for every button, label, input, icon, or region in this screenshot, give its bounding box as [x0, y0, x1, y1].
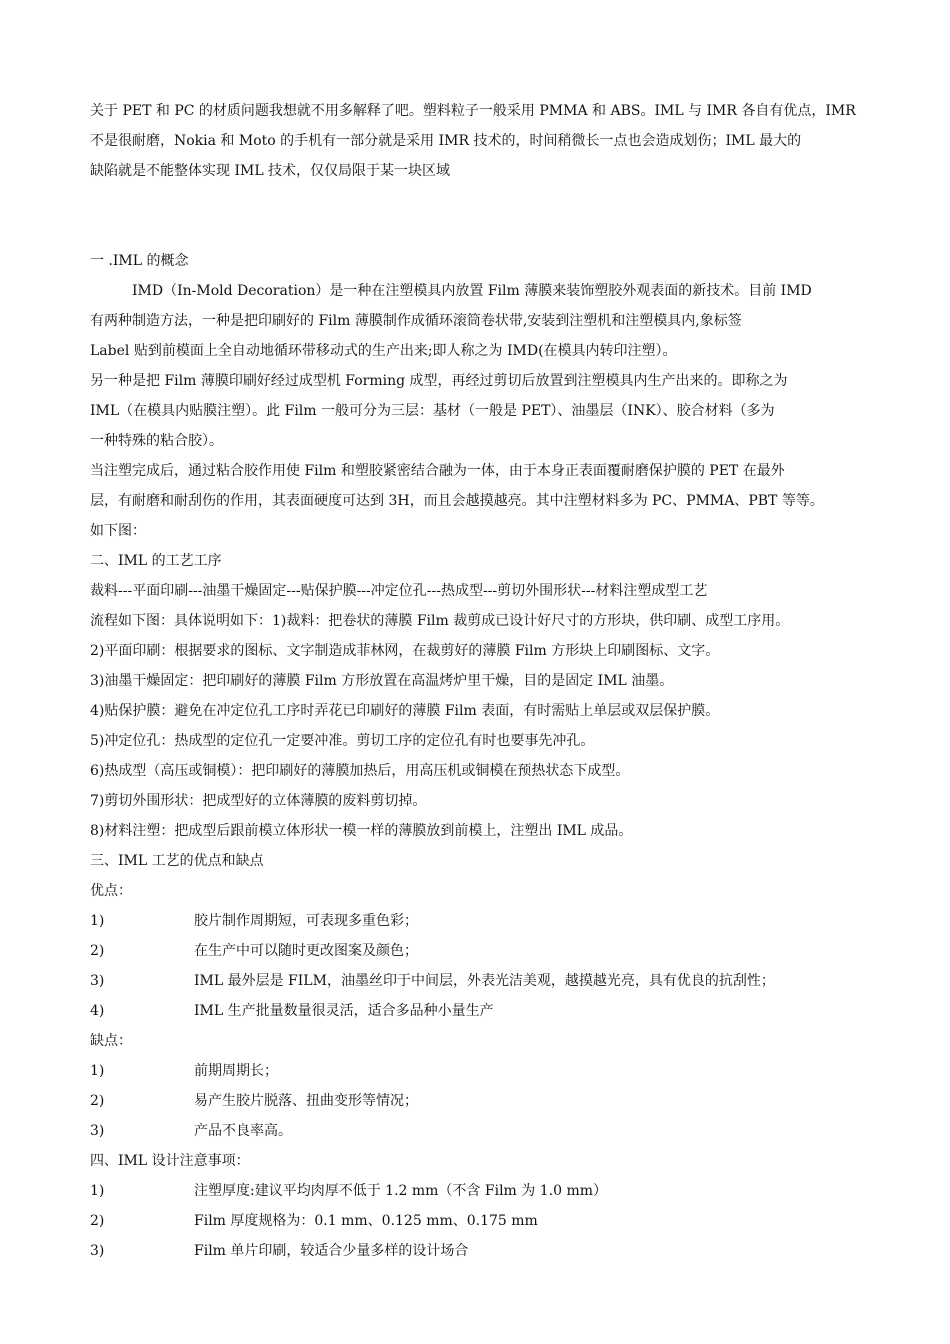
section-iml-process: [90, 546, 860, 846]
list-text: 胶片制作周期短，可表现多重色彩；: [194, 913, 418, 929]
list-text: Film 单片印刷，较适合少量多样的设计场合: [194, 1243, 469, 1259]
section-design-notes: [90, 1146, 860, 1266]
section-heading: 二、IML 的工艺工序: [90, 553, 222, 569]
section-pros-cons: [90, 846, 860, 1146]
list-item: [90, 996, 860, 1026]
paragraph-line: 如下图：: [90, 523, 146, 539]
list-text: 易产生胶片脱落、扭曲变形等情况；: [194, 1093, 418, 1109]
list-item: [90, 1176, 860, 1206]
list-number: 3): [90, 1123, 105, 1139]
list-number: 4): [90, 1003, 105, 1019]
list-text: 在生产中可以随时更改图案及颜色；: [194, 943, 418, 959]
list-item: [90, 1116, 860, 1146]
list-number: 3): [90, 1243, 105, 1259]
intro-paragraph: [90, 96, 860, 186]
pros-label: 优点：: [90, 883, 132, 899]
list-text: 前期周期长；: [194, 1063, 278, 1079]
process-step: 5)冲定位孔：热成型的定位孔一定要冲准。剪切工序的定位孔有时也要事先冲孔。: [90, 733, 595, 749]
paragraph-line: 有两种制造方法，一种是把印刷好的 Film 薄膜制作成循环滚筒卷状带,安装到注塑机和注塑模具内,象标签: [90, 313, 742, 329]
list-item: [90, 1056, 860, 1086]
intro-line: 缺陷就是不能整体实现 IML 技术，仅仅局限于某一块区域: [90, 163, 451, 179]
paragraph-line: 一种特殊的粘合胶）。: [90, 433, 223, 449]
list-text: IML 最外层是 FILM，油墨丝印于中间层，外表光洁美观，越摸越光亮，具有优良的抗刮性；: [194, 973, 775, 989]
list-item: [90, 906, 860, 936]
process-step: 2)平面印刷：根据要求的图标、文字制造成菲林网，在裁剪好的薄膜 Film 方形块上印刷图标、文字。: [90, 643, 720, 659]
list-number: 2): [90, 1093, 105, 1109]
cons-label: 缺点：: [90, 1033, 132, 1049]
list-text: 注塑厚度:建议平均肉厚不低于 1.2 mm（不含 Film 为 1.0 mm）: [194, 1183, 607, 1199]
paragraph-line: Label 贴到前模面上全自动地循环带移动式的生产出来;即人称之为 IMD(在模具内转印注塑）。: [90, 343, 677, 359]
list-number: 2): [90, 943, 105, 959]
list-number: 1): [90, 1063, 105, 1079]
intro-line: 不是很耐磨，Nokia 和 Moto 的手机有一部分就是采用 IMR 技术的，时间稍微长一点也会造成划伤；IML 最大的: [90, 133, 802, 149]
section-heading: 四、IML 设计注意事项：: [90, 1153, 250, 1169]
list-item: [90, 936, 860, 966]
list-item: [90, 1206, 860, 1236]
document-body: [90, 96, 860, 1266]
list-item: [90, 966, 860, 996]
list-item: [90, 1086, 860, 1116]
process-step: 7)剪切外围形状：把成型好的立体薄膜的废料剪切掉。: [90, 793, 427, 809]
blank-space: [90, 186, 860, 246]
list-item: [90, 1236, 860, 1266]
section-iml-concept: [90, 246, 860, 546]
list-text: Film 厚度规格为：0.1 mm、0.125 mm、0.175 mm: [194, 1213, 538, 1229]
process-step: 6)热成型（高压或铜模）：把印刷好的薄膜加热后，用高压机或铜模在预热状态下成型。: [90, 763, 630, 779]
list-text: 产品不良率高。: [194, 1123, 292, 1139]
process-step: 3)油墨干燥固定：把印刷好的薄膜 Film 方形放置在高温烤炉里干燥，目的是固定 IML 油墨。: [90, 673, 674, 689]
section-heading: 一 .IML 的概念: [90, 253, 189, 269]
section-heading: 三、IML 工艺的优点和缺点: [90, 853, 264, 869]
list-number: 1): [90, 913, 105, 929]
paragraph-line: 另一种是把 Film 薄膜印刷好经过成型机 Forming 成型，再经过剪切后放置到注塑模具内生产出来的。即称之为: [90, 373, 788, 389]
paragraph-line: 层，有耐磨和耐刮伤的作用，其表面硬度可达到 3H，而且会越摸越亮。其中注塑材料多为 PC、PMMA、PBT 等等。: [90, 493, 824, 509]
list-number: 2): [90, 1213, 105, 1229]
process-step: 8)材料注塑：把成型后跟前模立体形状一模一样的薄膜放到前模上，注塑出 IML 成品。: [90, 823, 633, 839]
list-number: 3): [90, 973, 105, 989]
paragraph-line: 流程如下图：具体说明如下：1)裁料：把卷状的薄膜 Film 裁剪成已设计好尺寸的方形块，供印刷、成型工序用。: [90, 613, 790, 629]
paragraph-line: IMD（In-Mold Decoration）是一种在注塑模具内放置 Film 薄膜来装饰塑胶外观表面的新技术。目前 IMD: [132, 283, 812, 299]
list-text: IML 生产批量数量很灵活，适合多品种小量生产: [194, 1003, 494, 1019]
process-step: 4)贴保护膜：避免在冲定位孔工序时弄花已印刷好的薄膜 Film 表面，有时需贴上单层或双层保护膜。: [90, 703, 720, 719]
paragraph-line: 当注塑完成后，通过粘合胶作用使 Film 和塑胶紧密结合融为一体，由于本身正表面覆耐磨保护膜的 PET 在最外: [90, 463, 785, 479]
list-number: 1): [90, 1183, 105, 1199]
paragraph-line: IML（在模具内贴膜注塑）。此 Film 一般可分为三层：基材（一般是 PET）、油墨层（INK）、胶合材料（多为: [90, 403, 775, 419]
paragraph-line: 裁料---平面印刷---油墨干燥固定---贴保护膜---冲定位孔---热成型---剪切外围形状---材料注塑成型工艺: [90, 583, 708, 599]
intro-line: 关于 PET 和 PC 的材质问题我想就不用多解释了吧。塑料粒子一般采用 PMMA 和 ABS。IML 与 IMR 各自有优点，IMR: [90, 103, 856, 119]
